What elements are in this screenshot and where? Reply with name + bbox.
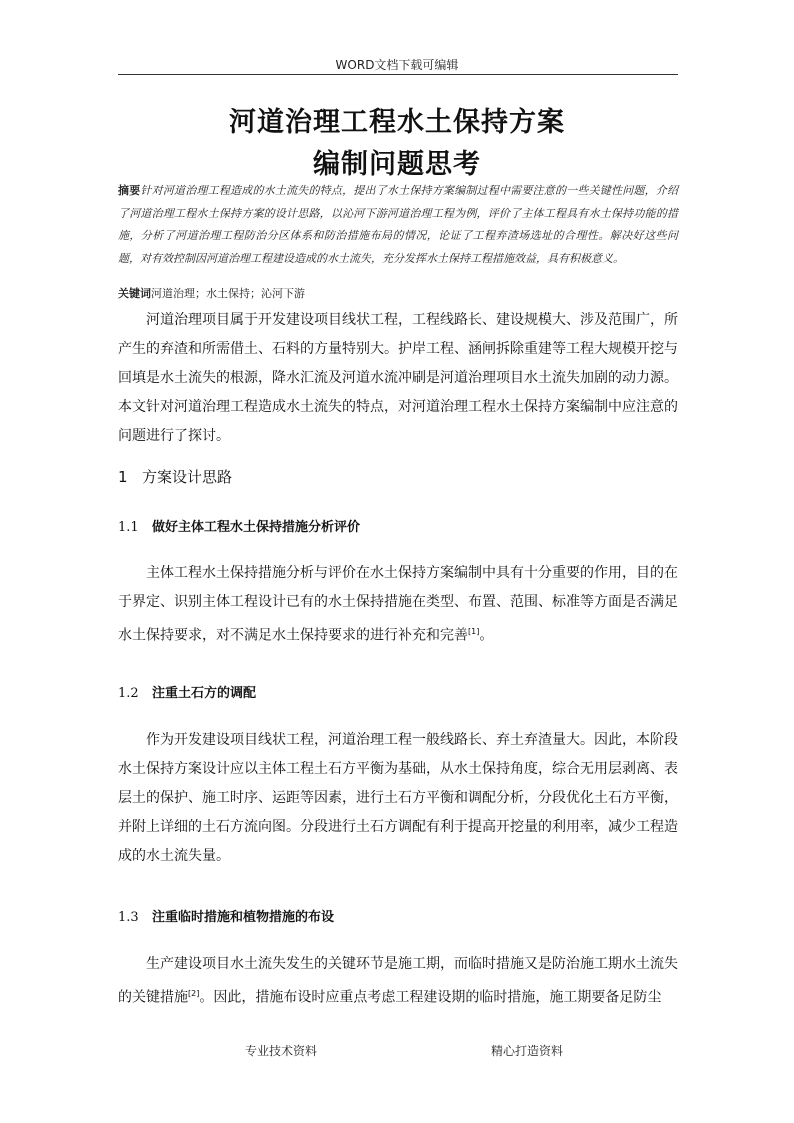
footer-left-text: 专业技术资料	[245, 1044, 318, 1058]
section-1-3-text-b: 。因此，措施布设时应重点考虑工程建设期的临时措施，施工期要备足防尘	[199, 989, 662, 1006]
section-1-2-number: 1.2	[118, 686, 139, 701]
section-1-title: 方案设计思路	[142, 468, 233, 486]
abstract-text: 针对河道治理工程造成的水土流失的特点，提出了水土保持方案编制过程中需要注意的一些关键性问题，介绍了河道治理工程水土保持方案的设计思路，以沁河下游河道治理工程为例，评价了主体工程具有水土保持功能的措施，分析了河道治理工程防治分区体系和防治措施布局的情况，论证了工程弃渣场选址的合理性。解决好这些问题，对有效控制因河道治理工程建设造成的水土流失，充分发挥水土保持工程措施效益，具有积极意义。	[118, 184, 679, 265]
section-1-1-paragraph	[118, 559, 678, 651]
section-1-3-number: 1.3	[118, 910, 139, 925]
keywords	[118, 285, 678, 303]
section-1-1-number: 1.1	[118, 520, 139, 535]
abstract	[118, 180, 678, 270]
section-1-1-heading	[118, 516, 360, 535]
section-1-1-text: 主体工程水土保持措施分析与评价在水土保持方案编制中具有十分重要的作用，目的在于界定、识别主体工程设计已有的水土保持措施在类型、布置、范围、标准等方面是否满足水土保持要求，对不满足水土保持要求的进行补充和完善	[118, 565, 678, 644]
document-title-line-2: 编制问题思考	[313, 149, 481, 180]
section-1-1-title: 做好主体工程水土保持措施分析评价	[152, 520, 361, 535]
section-1-heading	[118, 466, 232, 487]
abstract-label: 摘要	[118, 184, 141, 197]
section-1-3-paragraph	[118, 950, 678, 1013]
citation-ref-2: [2]	[188, 989, 200, 998]
citation-ref-1: [1]	[468, 627, 480, 636]
keywords-label: 关键词	[118, 287, 151, 300]
keywords-text: 河道治理；水土保持；沁河下游	[151, 287, 305, 300]
section-1-number: 1	[118, 468, 128, 486]
section-1-3-title: 注重临时措施和植物措施的布设	[152, 910, 335, 925]
section-1-3-heading	[118, 906, 334, 925]
intro-paragraph: 河道治理项目属于开发建设项目线状工程，工程线路长、建设规模大、涉及范围广，所产生的弃渣和所需借土、石料的方量特别大。护岸工程、涵闸拆除重建等工程大规模开挖与回填是水土流失的根源，降水汇流及河道水流冲刷是河道治理项目水土流失加剧的动力源。本文针对河道治理工程造成水土流失的特点，对河道治理工程水土保持方案编制中应注意的问题进行了探讨。	[118, 312, 678, 444]
page-header: WORD文档下载可编辑	[335, 58, 459, 72]
section-1-3-text-a: 生产建设项目水土流失发生的关键环节是施工期，而临时措施又是防治施工期水土流失的关键措施	[118, 956, 678, 1006]
footer-right-text: 精心打造资料	[491, 1044, 564, 1058]
document-title-line-1: 河道治理工程水土保持方案	[229, 107, 565, 138]
section-1-2-title: 注重土石方的调配	[152, 686, 257, 701]
section-1-1-end: 。	[479, 627, 494, 644]
section-1-2-heading	[118, 682, 256, 701]
header-rule	[118, 74, 678, 75]
section-1-2-paragraph: 作为开发建设项目线状工程，河道治理工程一般线路长、弃土弃渣量大。因此，本阶段水土保持方案设计应以主体工程土石方平衡为基础，从水土保持角度，综合无用层剥离、表层土的保护、施工时序、运距等因素，进行土石方平衡和调配分析，分段优化土石方平衡，并附上详细的土石方流向图。分段进行土石方调配有利于提高开挖量的利用率，减少工程造成的水土流失量。	[118, 732, 678, 864]
